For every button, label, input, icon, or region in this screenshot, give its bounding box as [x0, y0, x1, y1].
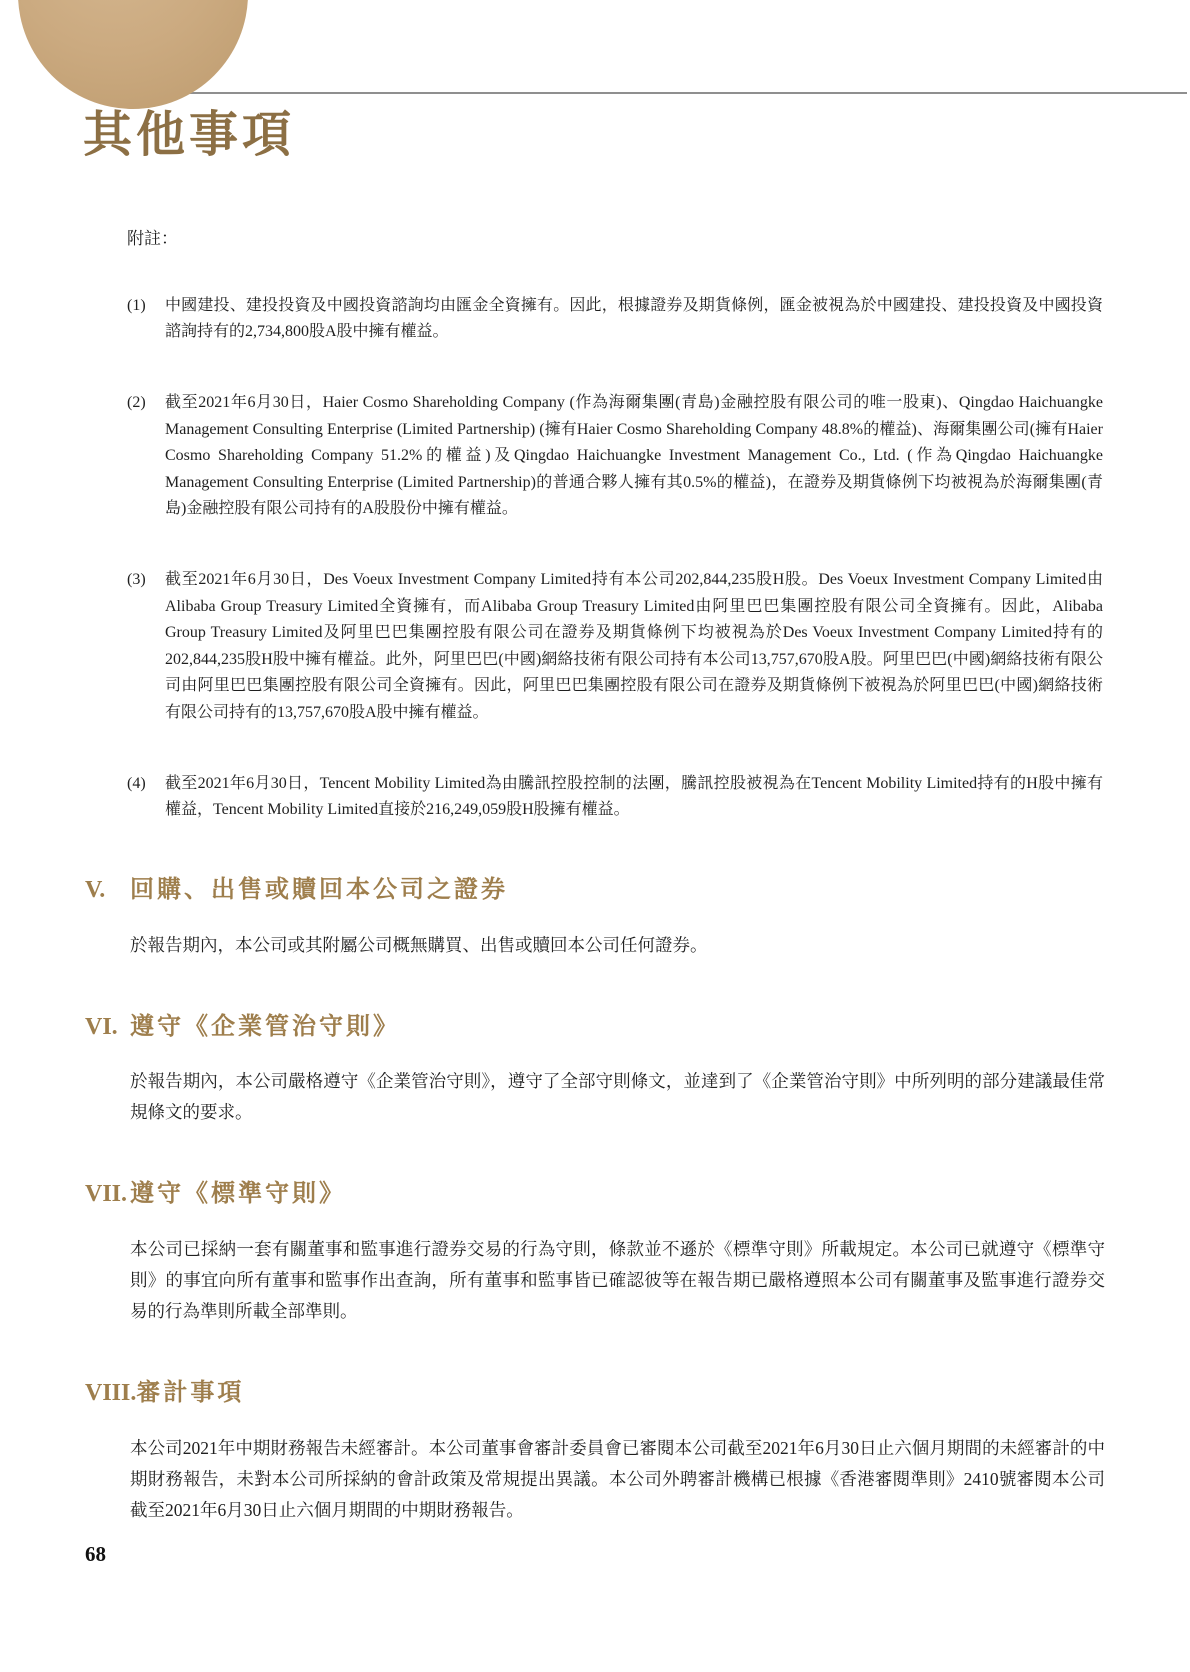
note-text: 截至2021年6月30日，Tencent Mobility Limited為由騰訊控股控制的法團，騰訊控股被視為在Tencent Mobility Limited持有的H股中擁有權益，Tencent Mobility Limited直接於216,249,059股H股擁有權益。 — [165, 774, 1103, 819]
note-text: 截至2021年6月30日，Haier Cosmo Shareholding Company (作為海爾集團(青島)金融控股有限公司的唯一股東)、Qingdao Haichuangke Management Consulting Enterprise (Limited Partnership) (擁有Haier Cosmo Shareholding Company 48.8%的權益)、海爾集團公司(擁有Haier Cosmo Shareholding Company 51.2%的權益)及Qingdao Haichuangke Investment Management Co., Ltd. (作為Qingdao Haichuangke Management Consulting Enterprise (Limited Partnership)的普通合夥人擁有其0.5%的權益)，在證券及期貨條例下均被視為於海爾集團(青島)金融控股有限公司持有的A股股份中擁有權益。 — [165, 394, 1103, 518]
header-divider — [85, 92, 1187, 94]
note-item-3 — [127, 567, 1103, 727]
brand-name — [85, 57, 1190, 84]
page-title: 其他事項 — [83, 107, 296, 162]
notes-section — [127, 224, 1103, 824]
section-heading — [85, 876, 1105, 905]
section-body: 本公司2021年中期財務報告未經審計。本公司董事會審計委員會已審閱本公司截至2021年6月30日止六個月期間的未經審計的中期財務報告，未對本公司所採納的會計政策及常規提出異議。本公司外聘審計機構已根據《香港審閱準則》2410號審閱本公司截至2021年6月30日止六個月期間的中期財務報告。 — [130, 1437, 1105, 1520]
section-title: 審計事項 — [136, 1380, 245, 1407]
section-title: 回購、出售或贖回本公司之證券 — [130, 876, 508, 903]
section-numeral: VII. — [85, 1181, 128, 1208]
section-body: 於報告期內，本公司或其附屬公司概無購買、出售或贖回本公司任何證券。 — [130, 934, 708, 955]
note-text: 截至2021年6月30日，Des Voeux Investment Company Limited持有本公司202,844,235股H股。Des Voeux Investment Company Limited由Alibaba Group Treasury Limited全資擁有，而Alibaba Group Treasury Limited由阿里巴巴集團控股有限公司全資擁有。因此，Alibaba Group Treasury Limited及阿里巴巴集團控股有限公司在證券及期貨條例下均被視為於Des Voeux Investment Company Limited持有的202,844,235股H股中擁有權益。此外，阿里巴巴(中國)網絡技術有限公司持有本公司13,757,670股A股。阿里巴巴(中國)網絡技術有限公司由阿里巴巴集團控股有限公司全資擁有。因此，阿里巴巴集團控股有限公司在證券及期貨條例下被視為於阿里巴巴(中國)網絡技術有限公司持有的13,757,670股A股中擁有權益。 — [165, 571, 1103, 722]
section-numeral: VIII. — [85, 1380, 137, 1407]
section-heading — [85, 1013, 1105, 1042]
section-repurchase — [0, 876, 1190, 961]
section-title: 遵守《企業管治守則》 — [130, 1013, 400, 1040]
note-number: (1) — [127, 296, 146, 314]
section-numeral: VI. — [85, 1013, 118, 1040]
note-item-1 — [127, 293, 1103, 346]
section-heading — [85, 1379, 1105, 1408]
note-item-4 — [127, 771, 1103, 824]
page-number: 68 — [85, 1542, 106, 1566]
notes-label: 附註： — [127, 228, 178, 248]
note-number: (3) — [127, 571, 146, 589]
note-text: 中國建投、建投投資及中國投資諮詢均由匯金全資擁有。因此，根據證券及期貨條例，匯金被視為於中國建投、建投投資及中國投資諮詢持有的2,734,800股A股中擁有權益。 — [165, 296, 1103, 341]
section-heading — [85, 1180, 1105, 1209]
section-model-code — [0, 1180, 1190, 1327]
section-body: 本公司已採納一套有關董事和監事進行證券交易的行為守則，條款並不遜於《標準守則》所載規定。本公司已就遵守《標準守則》的事宜向所有董事和監事作出查詢，所有董事和監事皆已確認彼等在報告期已嚴格遵照本公司有關董事及監事進行證券交易的行為準則所載全部準則。 — [130, 1239, 1105, 1322]
section-body: 於報告期內，本公司嚴格遵守《企業管治守則》，遵守了全部守則條文，並達到了《企業管治守則》中所列明的部分建議最佳常規條文的要求。 — [130, 1071, 1105, 1123]
note-number: (4) — [127, 774, 146, 792]
note-number: (2) — [127, 394, 146, 412]
section-audit-matters — [0, 1379, 1190, 1526]
section-numeral: V. — [85, 876, 106, 903]
section-title: 遵守《標準守則》 — [130, 1181, 346, 1208]
note-item-2 — [127, 390, 1103, 523]
section-corporate-governance — [0, 1013, 1190, 1129]
